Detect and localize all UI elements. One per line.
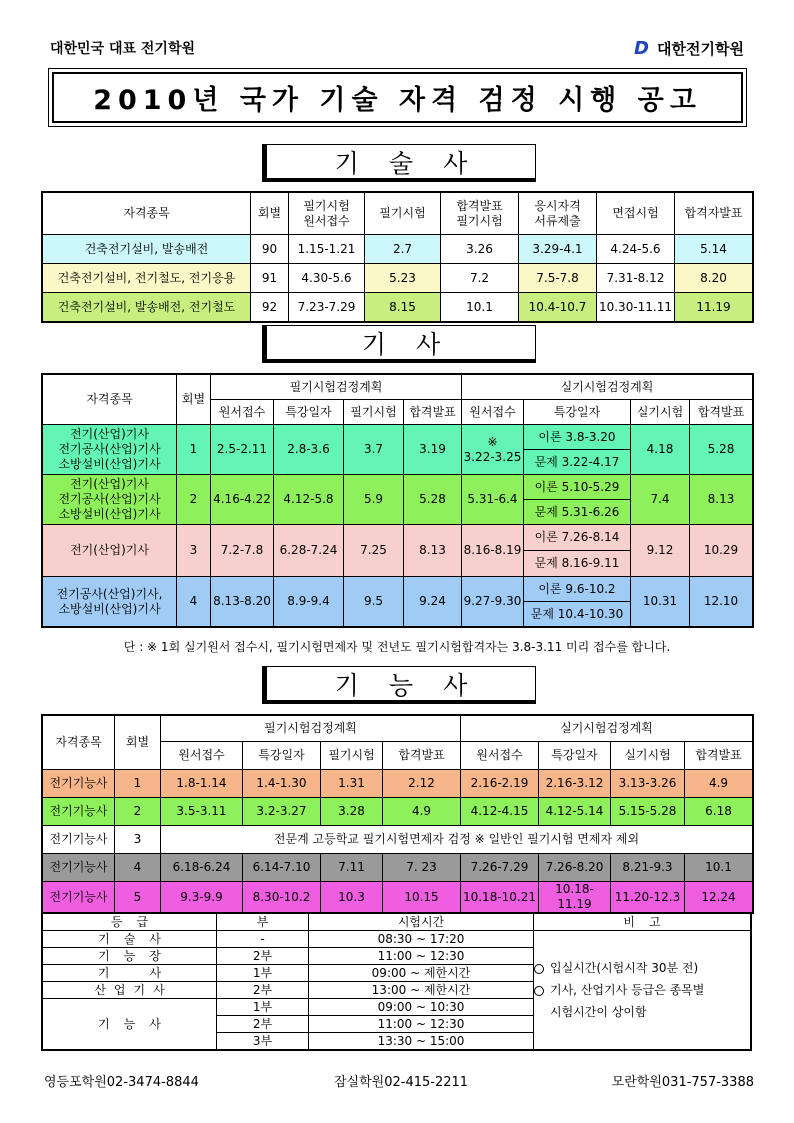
cell: 이론 9.6-10.2 [524, 577, 631, 602]
table-row [43, 425, 753, 450]
cell: 90 [251, 235, 289, 264]
cell: 09:00 ~ 10:30 [309, 999, 534, 1016]
engineer-note: 단 : ※ 1회 실기원서 접수시, 필기시험면제자 및 전년도 필기시험합격자는 3.8-3.11 미리 접수를 합니다. [123, 640, 671, 654]
cell: 08:30 ~ 17:20 [309, 931, 534, 948]
cell: 92 [251, 293, 289, 322]
header-cell: 회별 [251, 193, 289, 235]
cell: 10.3 [321, 882, 383, 913]
cell: ※ 3.22-3.25 [462, 425, 524, 475]
header-cell: 필기시험검정계획 [161, 716, 461, 742]
table-row [43, 293, 753, 322]
title-box [48, 68, 747, 127]
header-cell: 시험시간 [309, 914, 534, 931]
contact-moran: 모란학원031-757-3388 [611, 1075, 754, 1090]
cell: 3.7 [344, 425, 404, 475]
circle-bullet-icon [534, 986, 544, 996]
cell: 7.23-7.29 [289, 293, 365, 322]
cell: 4.12-4.15 [461, 798, 539, 826]
cell: 기술사 [43, 931, 217, 948]
cell: 9.5 [344, 577, 404, 627]
cell: 8.30-10.2 [243, 882, 321, 913]
cell: 전기기능사 [43, 882, 115, 913]
cell: 91 [251, 264, 289, 293]
top-bar [50, 36, 744, 58]
header-cell: 실기시험 [631, 400, 690, 425]
header-cell: 자격종목 [43, 193, 251, 235]
cell: 13:00 ~ 제한시간 [309, 982, 534, 999]
cell: 8.16-8.19 [462, 525, 524, 577]
cell: 11:00 ~ 12:30 [309, 1016, 534, 1033]
table-row [43, 525, 753, 551]
header-cell: 부 [217, 914, 309, 931]
cell: 기사 [43, 965, 217, 982]
cell: 1.4-1.30 [243, 770, 321, 798]
table-row [43, 264, 753, 293]
cell: 이론 3.8-3.20 [524, 425, 631, 450]
cell: 7.4 [631, 475, 690, 525]
cell: 8.13-8.20 [211, 577, 274, 627]
cell: 3부 [217, 1033, 309, 1050]
cell: 2부 [217, 1016, 309, 1033]
cell: 3.29-4.1 [519, 235, 597, 264]
header-cell: 원서접수 [462, 400, 524, 425]
cell: 8.21-9.3 [611, 854, 685, 882]
cell: 13:30 ~ 15:00 [309, 1033, 534, 1050]
cell: 3.13-3.26 [611, 770, 685, 798]
header-cell: 합격발표 [685, 742, 753, 770]
cell: 5 [115, 882, 161, 913]
cell: 10.18-11.19 [539, 882, 611, 913]
craftsman-table [42, 715, 753, 913]
section-heading-craftsman: 기능사 [262, 666, 536, 704]
cell: 7.26-8.20 [539, 854, 611, 882]
cell: 2 [115, 798, 161, 826]
cell: 9.3-9.9 [161, 882, 243, 913]
section-heading-professional-engineer: 기술사 [262, 144, 536, 182]
cell: 2.5-2.11 [211, 425, 274, 475]
page-title: 2010년 국가 기술 자격 검정 시행 공고 [52, 72, 743, 123]
cell: 4 [115, 854, 161, 882]
table-row [43, 854, 753, 882]
cell: 11.19 [675, 293, 753, 322]
section-heading-engineer: 기사 [262, 325, 536, 363]
engineer-table [42, 374, 753, 627]
cell: 7.2-7.8 [211, 525, 274, 577]
cell: 5.14 [675, 235, 753, 264]
cell: 1.8-1.14 [161, 770, 243, 798]
cell: 2.16-3.12 [539, 770, 611, 798]
cell: 3 [115, 826, 161, 854]
remark-item: 입실시간(시험시작 30분 전) [534, 957, 750, 979]
table-row [43, 235, 753, 264]
cell: 10.15 [383, 882, 461, 913]
header-cell: 특강일자 [524, 400, 631, 425]
cell: 기능장 [43, 948, 217, 965]
cell: 2 [177, 475, 211, 525]
cell: 6.18 [685, 798, 753, 826]
cell: 4.12-5.14 [539, 798, 611, 826]
header-cell: 실기시험 [611, 742, 685, 770]
cell: 2부 [217, 982, 309, 999]
cell: 9.24 [404, 577, 462, 627]
cell: 2.7 [365, 235, 441, 264]
cell: 1 [115, 770, 161, 798]
header-cell: 자격종목 [43, 375, 177, 425]
cell: 10.30-11.11 [597, 293, 675, 322]
cell: 전기기능사 [43, 770, 115, 798]
professional-engineer-table [42, 192, 753, 322]
cell: 10.1 [441, 293, 519, 322]
cell: 7.11 [321, 854, 383, 882]
cell: 1부 [217, 999, 309, 1016]
cell: 전기기능사 [43, 854, 115, 882]
cell: 10.18-10.21 [461, 882, 539, 913]
merged-note-cell: 전문계 고등학교 필기시험면제자 검정 ※ 일반인 필기시험 면제자 제외 [161, 826, 753, 854]
cell: 5.9 [344, 475, 404, 525]
cell: 문제 5.31-6.26 [524, 500, 631, 525]
cell: 8.9-9.4 [274, 577, 344, 627]
academy-slogan: 대한민국 대표 전기학원 [50, 41, 195, 57]
cell: 6.28-7.24 [274, 525, 344, 577]
header-cell: 실기시험검정계획 [461, 716, 753, 742]
header-cell: 비고 [534, 914, 751, 931]
header-cell: 합격발표 [404, 400, 462, 425]
cell: 7. 23 [383, 854, 461, 882]
header-cell: 합격자발표 [675, 193, 753, 235]
cell: 기능사 [43, 999, 217, 1050]
cell: 8.20 [675, 264, 753, 293]
cell: 2부 [217, 948, 309, 965]
cell: 2.8-3.6 [274, 425, 344, 475]
academy-name: 대한전기학원 [657, 40, 744, 58]
header-cell: 면접시험 [597, 193, 675, 235]
header-cell: 원서접수 [461, 742, 539, 770]
circle-bullet-icon [534, 964, 544, 974]
cell: 5.28 [404, 475, 462, 525]
cell: 7.2 [441, 264, 519, 293]
header-cell: 응시자격 서류제출 [519, 193, 597, 235]
cell: 문제 8.16-9.11 [524, 551, 631, 577]
cell: 2.16-2.19 [461, 770, 539, 798]
cell: 7.5-7.8 [519, 264, 597, 293]
cell: 건축전기설비, 전기철도, 전기응용 [43, 264, 251, 293]
cell: 8.13 [404, 525, 462, 577]
table-row [43, 798, 753, 826]
cell: 9.12 [631, 525, 690, 577]
header-cell: 필기시험 [321, 742, 383, 770]
contact-jamsil: 잠실학원02-415-2211 [334, 1075, 469, 1090]
header-cell: 회별 [115, 716, 161, 770]
cell: 1부 [217, 965, 309, 982]
cell: 전기(산업)기사 [43, 525, 177, 577]
cell: 2.12 [383, 770, 461, 798]
header-cell: 회별 [177, 375, 211, 425]
header-cell: 실기시험검정계획 [462, 375, 753, 400]
remarks-cell [534, 931, 751, 1050]
cell: 문제 10.4-10.30 [524, 602, 631, 627]
cell: 12.10 [690, 577, 753, 627]
table-header-row [43, 193, 753, 235]
header-cell: 합격발표 [690, 400, 753, 425]
cell: 10.1 [685, 854, 753, 882]
cell: 3.19 [404, 425, 462, 475]
cell: 5.28 [690, 425, 753, 475]
cell: 3.2-3.27 [243, 798, 321, 826]
table-row [43, 882, 753, 913]
cell: 4.16-4.22 [211, 475, 274, 525]
cell: 8.15 [365, 293, 441, 322]
cell: 11:00 ~ 12:30 [309, 948, 534, 965]
header-cell: 특강일자 [274, 400, 344, 425]
exam-time-table [42, 913, 751, 1050]
cell: 12.24 [685, 882, 753, 913]
cell: 전기기능사 [43, 826, 115, 854]
cell: 1.15-1.21 [289, 235, 365, 264]
footer-contacts [44, 1071, 754, 1089]
cell: 건축전기설비, 발송배전 [43, 235, 251, 264]
cell: - [217, 931, 309, 948]
table-row [43, 770, 753, 798]
cell: 3.5-3.11 [161, 798, 243, 826]
header-cell: 자격종목 [43, 716, 115, 770]
header-cell: 원서접수 [161, 742, 243, 770]
cell: 9.27-9.30 [462, 577, 524, 627]
table-row [43, 577, 753, 602]
header-cell: 합격발표 필기시험 [441, 193, 519, 235]
cell: 10.31 [631, 577, 690, 627]
cell: 4.9 [383, 798, 461, 826]
cell: 1.31 [321, 770, 383, 798]
cell: 이론 5.10-5.29 [524, 475, 631, 500]
cell: 전기(산업)기사 전기공사(산업)기사 소방설비(산업)기사 [43, 475, 177, 525]
cell: 4.9 [685, 770, 753, 798]
cell: 3 [177, 525, 211, 577]
cell: 7.31-8.12 [597, 264, 675, 293]
cell: 11.20-12.3 [611, 882, 685, 913]
cell: 5.31-6.4 [462, 475, 524, 525]
cell: 7.25 [344, 525, 404, 577]
cell: 4 [177, 577, 211, 627]
cell: 09:00 ~ 제한시간 [309, 965, 534, 982]
cell: 4.24-5.6 [597, 235, 675, 264]
cell: 4.18 [631, 425, 690, 475]
cell: 4.30-5.6 [289, 264, 365, 293]
cell: 6.14-7.10 [243, 854, 321, 882]
table-row [43, 931, 751, 948]
cell: 전기공사(산업)기사, 소방설비(산업)기사 [43, 577, 177, 627]
cell: 3.28 [321, 798, 383, 826]
table-row [43, 826, 753, 854]
header-cell: 필기시험 원서접수 [289, 193, 365, 235]
header-cell: 특강일자 [243, 742, 321, 770]
remark-item: 시험시간이 상이함 [550, 1005, 647, 1019]
cell: 1 [177, 425, 211, 475]
header-cell: 필기시험 [365, 193, 441, 235]
header-cell: 필기시험검정계획 [211, 375, 462, 400]
cell: 7.26-7.29 [461, 854, 539, 882]
header-cell: 합격발표 [383, 742, 461, 770]
cell: 10.29 [690, 525, 753, 577]
academy-brand [634, 38, 744, 59]
cell: 산업기사 [43, 982, 217, 999]
cell: 이론 7.26-8.14 [524, 525, 631, 551]
header-cell: 등급 [43, 914, 217, 931]
cell: 건축전기설비, 발송배전, 전기철도 [43, 293, 251, 322]
cell: 전기(산업)기사 전기공사(산업)기사 소방설비(산업)기사 [43, 425, 177, 475]
cell: 4.12-5.8 [274, 475, 344, 525]
cell: 5.15-5.28 [611, 798, 685, 826]
header-cell: 필기시험 [344, 400, 404, 425]
remark-item: 기사, 산업기사 등급은 종목별 [534, 979, 750, 1001]
cell: 전기기능사 [43, 798, 115, 826]
cell: 6.18-6.24 [161, 854, 243, 882]
table-row [43, 475, 753, 500]
cell: 문제 3.22-4.17 [524, 450, 631, 475]
cell: 10.4-10.7 [519, 293, 597, 322]
contact-yeongdeungpo: 영등포학원02-3474-8844 [44, 1075, 199, 1090]
cell: 3.26 [441, 235, 519, 264]
academy-logo-icon: D [634, 37, 649, 59]
header-cell: 원서접수 [211, 400, 274, 425]
header-cell: 특강일자 [539, 742, 611, 770]
cell: 5.23 [365, 264, 441, 293]
cell: 8.13 [690, 475, 753, 525]
